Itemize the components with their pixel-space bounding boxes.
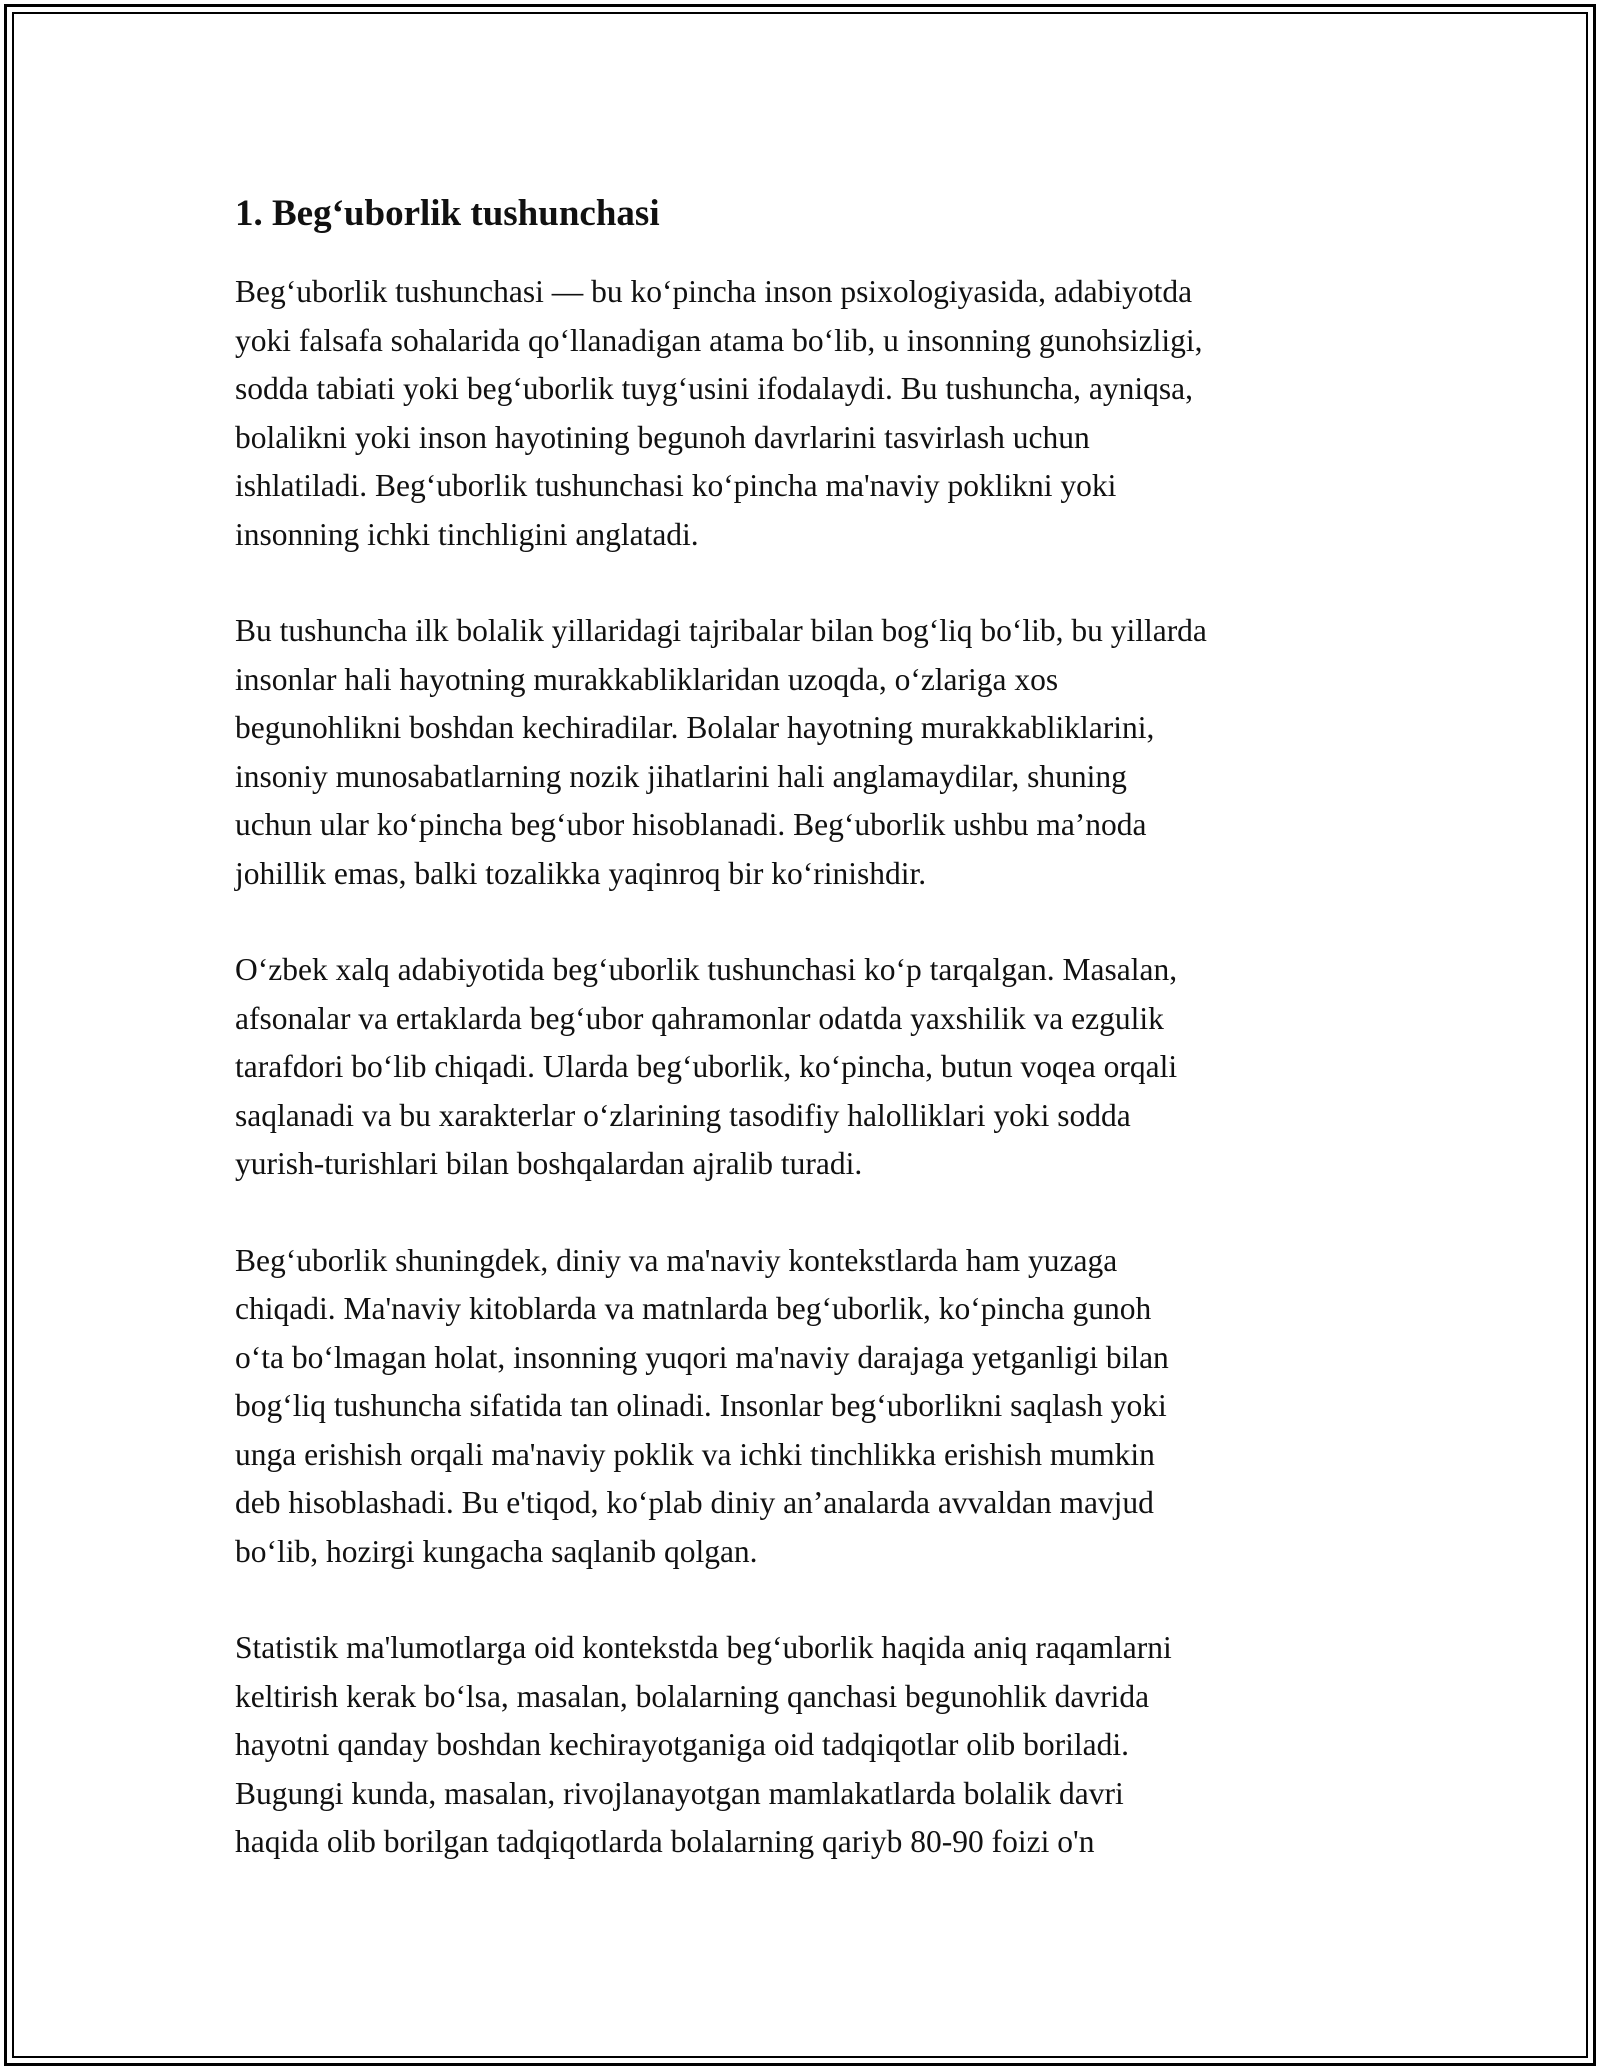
paragraph-line: o‘ta bo‘lmagan holat, insonning yuqori ma'naviy darajaga yetganligi bilan	[235, 1339, 1169, 1375]
paragraph-line: deb hisoblashadi. Bu e'tiqod, ko‘plab diniy an’analarda avvaldan mavjud	[235, 1485, 1154, 1520]
paragraph-line: saqlanadi va bu xarakterlar o‘zlarining tasodifiy halolliklari yoki sodda	[235, 1097, 1131, 1133]
paragraph-line: insonning ichki tinchligini anglatadi.	[235, 516, 699, 552]
paragraph-line: Beg‘uborlik shuningdek, diniy va ma'naviy kontekstlarda ham yuzaga	[235, 1242, 1118, 1278]
paragraph-line: bog‘liq tushuncha sifatida tan olinadi. Insonlar beg‘uborlikni saqlash yoki	[235, 1388, 1167, 1423]
paragraph-line: yoki falsafa sohalarida qo‘llanadigan atama bo‘lib, u insonning gunohsizligi,	[235, 322, 1203, 358]
paragraph-line: ishlatiladi. Beg‘uborlik tushunchasi ko‘pincha ma'naviy poklikni yoki	[235, 468, 1117, 503]
paragraph-line: yurish-turishlari bilan boshqalardan ajralib turadi.	[235, 1146, 863, 1181]
paragraph-line: unga erishish orqali ma'naviy poklik va ichki tinchlikka erishish mumkin	[235, 1436, 1155, 1472]
paragraph-line: tarafdori bo‘lib chiqadi. Ularda beg‘uborlik, ko‘pincha, butun voqea orqali	[235, 1049, 1178, 1084]
paragraph-line: bolalikni yoki inson hayotining begunoh davrlarini tasvirlash uchun	[235, 419, 1090, 455]
section-title: 1. Beg‘uborlik tushunchasi	[235, 193, 660, 234]
paragraph-line: insoniy munosabatlarning nozik jihatlarini hali anglamaydilar, shuning	[235, 758, 1127, 794]
paragraph	[235, 607, 1385, 898]
paragraph	[235, 1237, 1385, 1577]
paragraph-line: O‘zbek xalq adabiyotida beg‘uborlik tushunchasi ko‘p tarqalgan. Masalan,	[235, 952, 1178, 987]
paragraph-line: begunohlikni boshdan kechiradilar. Bolalar hayotning murakkabliklarini,	[235, 710, 1155, 745]
paragraph-line: haqida olib borilgan tadqiqotlarda bolalarning qariyb 80-90 foizi o'n	[235, 1824, 1095, 1859]
paragraph	[235, 268, 1385, 559]
paragraphs	[235, 268, 1385, 1867]
paragraph-line: bo‘lib, hozirgi kungacha saqlanib qolgan.	[235, 1533, 758, 1569]
paragraph	[235, 1624, 1385, 1867]
paragraph-line: johillik emas, balki tozalikka yaqinroq bir ko‘rinishdir.	[235, 855, 927, 891]
paragraph-line: insonlar hali hayotning murakkabliklaridan uzoqda, o‘zlariga xos	[235, 661, 1059, 697]
paragraph-line: afsonalar va ertaklarda beg‘ubor qahramonlar odatda yaxshilik va ezgulik	[235, 1000, 1164, 1036]
paragraph	[235, 946, 1385, 1189]
paragraph-line: Bu tushuncha ilk bolalik yillaridagi tajribalar bilan bog‘liq bo‘lib, bu yillarda	[235, 613, 1207, 648]
paragraph-line: Statistik ma'lumotlarga oid kontekstda beg‘uborlik haqida aniq raqamlarni	[235, 1630, 1172, 1665]
paragraph-line: sodda tabiati yoki beg‘uborlik tuyg‘usini ifodalaydi. Bu tushuncha, ayniqsa,	[235, 371, 1193, 406]
paragraph-line: Bugungi kunda, masalan, rivojlanayotgan mamlakatlarda bolalik davri	[235, 1775, 1124, 1811]
paragraph-line: keltirish kerak bo‘lsa, masalan, bolalarning qanchasi begunohlik davrida	[235, 1678, 1150, 1714]
document-body	[235, 186, 1385, 1867]
paragraph-line: uchun ular ko‘pincha beg‘ubor hisoblanadi. Beg‘uborlik ushbu ma’noda	[235, 807, 1147, 842]
paragraph-line: chiqadi. Ma'naviy kitoblarda va matnlarda beg‘uborlik, ko‘pincha gunoh	[235, 1291, 1152, 1326]
paragraph-line: Beg‘uborlik tushunchasi — bu ko‘pincha inson psixologiyasida, adabiyotda	[235, 274, 1193, 309]
paragraph-line: hayotni qanday boshdan kechirayotganiga oid tadqiqotlar olib boriladi.	[235, 1727, 1130, 1762]
